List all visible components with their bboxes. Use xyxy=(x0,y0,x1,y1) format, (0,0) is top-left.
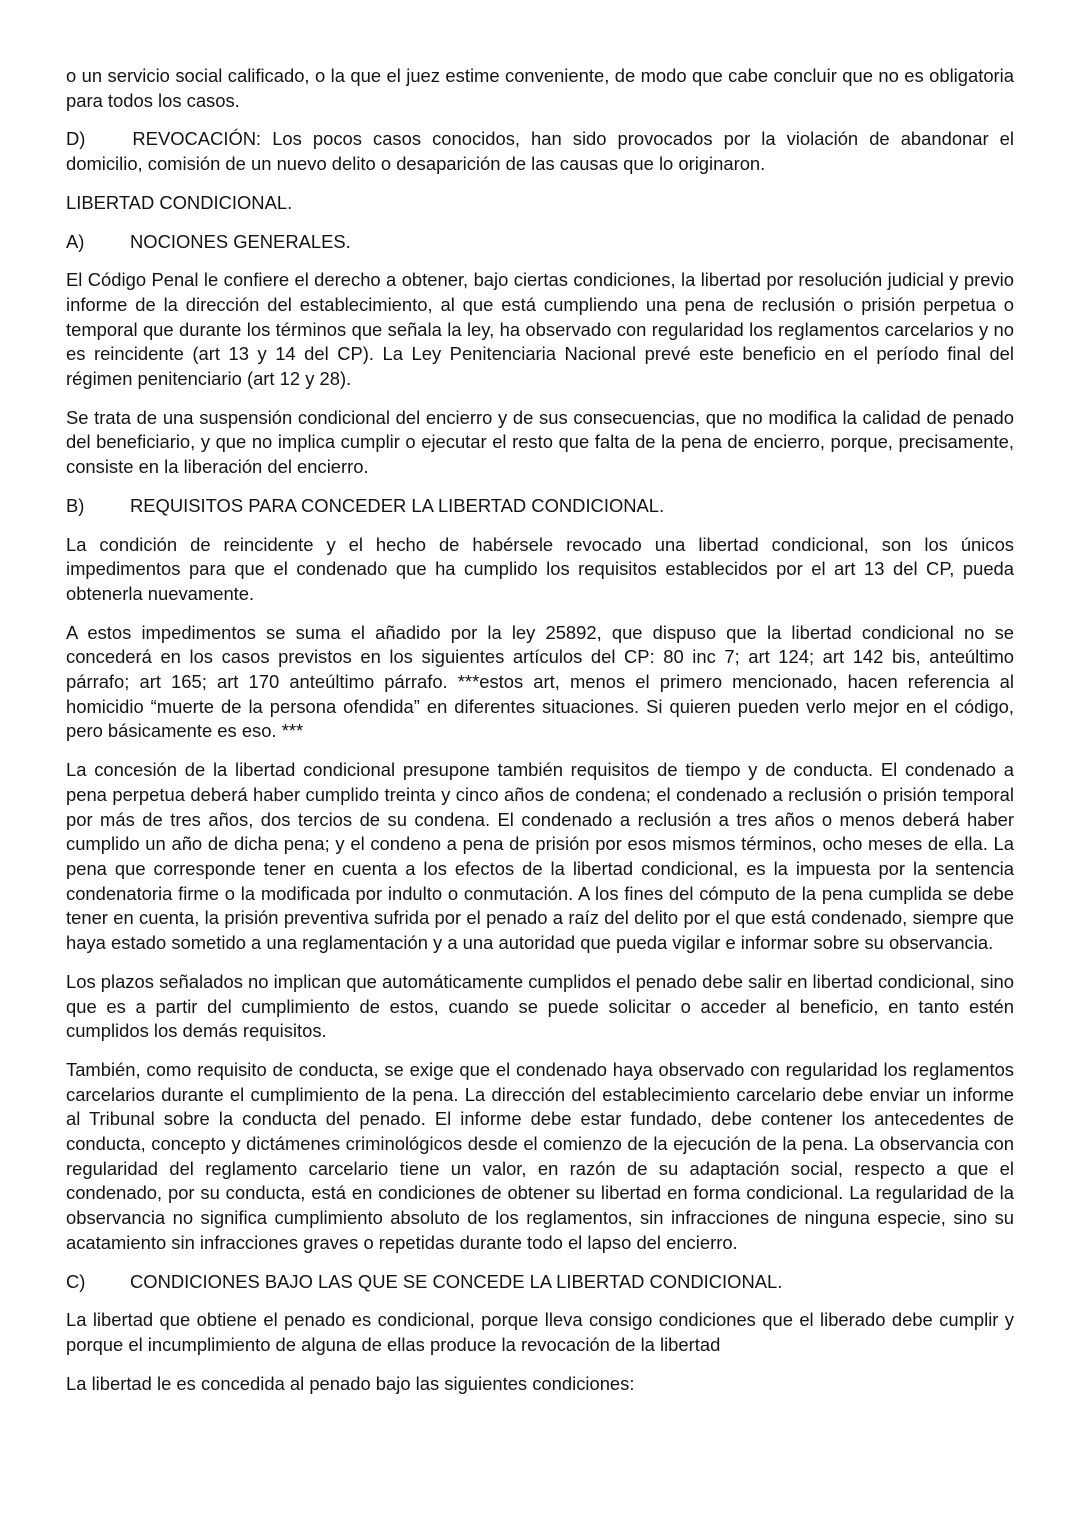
heading-text: CONDICIONES BAJO LAS QUE SE CONCEDE LA LIBERTAD CONDICIONAL. xyxy=(130,1270,783,1292)
paragraph-libertad-condicional-def: La libertad que obtiene el penado es condicional, porque lleva consigo condiciones que el liberado debe cumplir y porque el incumplimiento de alguna de ellas produce la revocación de la libertad xyxy=(66,1309,1014,1355)
section-letter-b: B) xyxy=(66,494,85,516)
section-title-libertad-condicional: LIBERTAD CONDICIONAL. xyxy=(66,191,293,213)
paragraph-tiempo-conducta: La concesión de la libertad condicional presupone también requisitos de tiempo y de conducta. El condenado a pena perpetua deberá haber cumplido treinta y cinco años de condena; el condenado a reclusión o prisión temporal por más de tres años, dos tercios de su condena. El condenado a reclusión a tres años o menos deberá haber cumplido un año de dicha pena; y el condeno a pena de prisión por esos mismos términos, ocho meses de ella. La pena que corresponde tener en cuenta a los efectos de la libertad condicional, es la impuesta por la sentencia condenatoria firme o la modificada por indulto o conmutación. A los fines del cómputo de la pena cumplida se debe tener en cuenta, la prisión preventiva sufrida por el penado a raíz del delito por el que está condenado, siempre que haya estado sometido a una reglamentación y a una autoridad que pueda vigilar e informar sobre su observancia. xyxy=(66,759,1014,954)
paragraph-requisito-conducta: También, como requisito de conducta, se exige que el condenado haya observado con regularidad los reglamentos carcelarios durante el cumplimiento de la pena. La dirección del establecimiento carcelario debe enviar un informe al Tribunal sobre la conducta del penado. El informe debe estar fundado, debe contener los antecedentes de conducta, concepto y dictámenes criminológicos desde el comienzo de la ejecución de la pena. La observancia con regularidad del reglamento carcelario tiene un valor, en razón de su adaptación social, respecto a que el condenado, por su conducta, está en condiciones de obtener su libertad en forma condicional. La regularidad de la observancia no significa cumplimiento absoluto de los reglamentos, sin infracciones de ninguna especie, sino su acatamiento sin infracciones graves o repetidas durante todo el lapso del encierro. xyxy=(66,1058,1014,1253)
paragraph-ley-25892: A estos impedimentos se suma el añadido por la ley 25892, que dispuso que la libertad condicional no se concederá en los casos previstos en los siguientes artículos del CP: 80 inc 7; art 124; art 142 bis, anteúltimo párrafo; art 165; art 170 anteúltimo párrafo. ***estos art, menos el primero mencionado, hacen referencia al homicidio “muerte de la persona ofendida” en diferentes situaciones. Si quieren pueden verlo mejor en el código, pero básicamente es eso. *** xyxy=(66,621,1014,742)
paragraph-codigo-penal: El Código Penal le confiere el derecho a obtener, bajo ciertas condiciones, la libertad por resolución judicial y previo informe de la dirección del establecimiento, al que está cumpliendo una pena de reclusión o prisión perpetua o temporal que durante los términos que señala la ley, ha observado con regularidad los reglamentos carcelarios y no es reincidente (art 13 y 14 del CP). La Ley Penitenciaria Nacional prevé este beneficio en el período final del régimen penitenciario (art 12 y 28). xyxy=(66,269,1014,390)
section-letter-d: D) xyxy=(66,128,86,150)
heading-condiciones xyxy=(66,1270,1014,1295)
section-letter-c: C) xyxy=(66,1270,86,1292)
revocation-text: REVOCACIÓN: Los pocos casos conocidos, han sido provocados por la violación de abandonar el domicilio, comisión de un nuevo delito o desaparición de las causas que lo originaron. xyxy=(66,128,1014,175)
paragraph-suspension-condicional: Se trata de una suspensión condicional del encierro y de sus consecuencias, que no modifica la calidad de penado del beneficiario, y que no implica cumplir o ejecutar el resto que falta de la pena de encierro, porque, precisamente, consiste en la liberación del encierro. xyxy=(66,406,1014,478)
paragraph-revocation xyxy=(66,127,1014,176)
paragraph-community-service: o un servicio social calificado, o la que el juez estime conveniente, de modo que cabe concluir que no es obligatoria para todos los casos. xyxy=(66,65,1014,111)
section-letter-a: A) xyxy=(66,230,85,252)
paragraph-reincidente: La condición de reincidente y el hecho de habérsele revocado una libertad condicional, son los únicos impedimentos para que el condenado que ha cumplido los requisitos establecidos por el art 13 del CP, pueda obtenerla nuevamente. xyxy=(66,533,1014,604)
heading-text: NOCIONES GENERALES. xyxy=(130,230,351,252)
heading-text: REQUISITOS PARA CONCEDER LA LIBERTAD CONDICIONAL. xyxy=(130,494,665,516)
paragraph-condiciones-intro: La libertad le es concedida al penado bajo las siguientes condiciones: xyxy=(66,1372,635,1394)
document-page xyxy=(66,64,1014,1410)
paragraph-plazos: Los plazos señalados no implican que automáticamente cumplidos el penado debe salir en libertad condicional, sino que es a partir del cumplimiento de estos, cuando se puede solicitar o acceder al beneficio, en tanto estén cumplidos los demás requisitos. xyxy=(66,970,1014,1042)
heading-requisitos xyxy=(66,494,1014,519)
heading-nociones-generales xyxy=(66,230,1014,255)
